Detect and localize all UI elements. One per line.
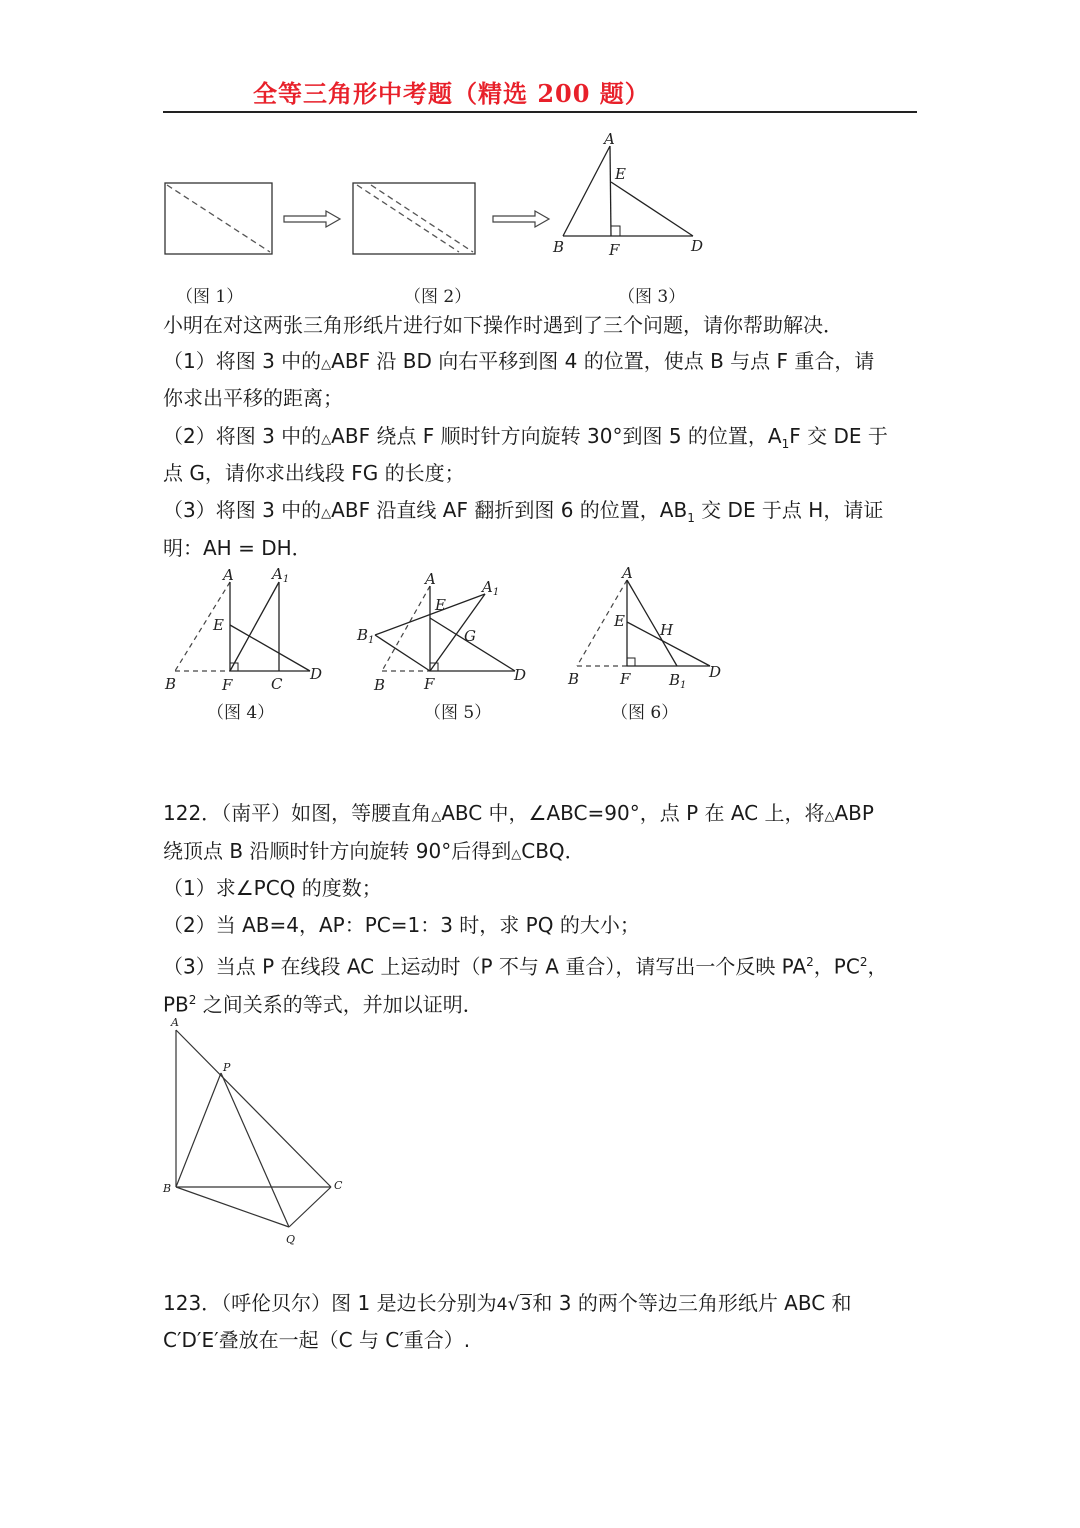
label-f: F: [609, 241, 620, 259]
q121-intro: 小明在对这两张三角形纸片进行如下操作时遇到了三个问题，请你帮助解决．: [163, 313, 843, 337]
figure-5-caption: （图 5）: [424, 703, 492, 723]
svg-text:F: F: [620, 670, 631, 688]
svg-text:B1: $B_1$: [669, 671, 687, 691]
svg-text:B: B: [163, 1182, 172, 1195]
svg-text:C: C: [334, 1179, 343, 1192]
q121-part1-cont: 你求出平移的距离；: [163, 386, 343, 410]
header-rule: [163, 111, 917, 113]
svg-text:H: H: [660, 621, 674, 639]
q122-part3: （3）当点 P 在线段 AC 上运动时（P 不与 A 重合），请写出一个反映 $PA^2$，$PC^2$，: [163, 954, 888, 979]
svg-text:A1: $A_1$: [482, 578, 500, 598]
label-e: E: [615, 165, 626, 183]
figure-6: [565, 562, 740, 692]
svg-text:A: A: [171, 1016, 179, 1029]
page-title: 全等三角形中考题（精选 200 题）: [253, 79, 650, 108]
svg-text:A: A: [223, 566, 234, 584]
svg-text:E: E: [213, 616, 224, 634]
svg-text:D: D: [514, 666, 527, 684]
q122-part3-cont: $PB^2$ 之间关系的等式，并加以证明．: [163, 992, 483, 1017]
svg-text:F: F: [424, 675, 435, 693]
label-b: B: [553, 238, 565, 256]
q121-part1: （1）将图 3 中的△ABF 沿 BD 向右平移到图 4 的位置，使点 B 与点 F 重合，请: [163, 349, 875, 373]
figure-1-caption: （图 1）: [176, 287, 244, 307]
svg-text:E: E: [435, 596, 446, 614]
figure-1: [163, 180, 275, 258]
svg-text:A1: $A_1$: [272, 565, 290, 585]
svg-text:C: C: [271, 675, 283, 693]
figure-5: [355, 570, 540, 695]
q123-line1: 123．（呼伦贝尔）图 1 是边长分别为4√3和 3 的两个等边三角形纸片 ABC 和: [163, 1288, 923, 1320]
q121-part3-cont: 明：AH = DH．: [163, 536, 312, 560]
svg-text:Q: Q: [286, 1233, 296, 1246]
figure-2: [351, 180, 479, 258]
svg-text:A: A: [425, 570, 436, 588]
q121-part2-cont: 点 G，请你求出线段 FG 的长度；: [163, 461, 465, 485]
svg-text:F: F: [222, 676, 233, 694]
sqrt-expression: 4√3: [496, 1293, 532, 1315]
figure-4: [160, 562, 335, 692]
svg-text:B: B: [568, 670, 580, 688]
svg-text:E: E: [614, 612, 625, 630]
figure-4-caption: （图 4）: [207, 703, 275, 723]
q121-part3: （3）将图 3 中的△ABF 沿直线 AF 翻折到图 6 的位置，$AB_1$ 交 DE 于点 H，请证: [163, 498, 884, 525]
svg-text:B: B: [374, 676, 386, 694]
figure-3-caption: （图 3）: [618, 287, 686, 307]
figure-2-caption: （图 2）: [404, 287, 472, 307]
q122-part1: （1）求∠PCQ 的度数；: [163, 876, 382, 900]
q122-line2: 绕顶点 B 沿顺时针方向旋转 90°后得到△CBQ．: [163, 839, 585, 863]
arrow-right-icon: [491, 208, 553, 230]
q121-part2: （2）将图 3 中的△ABF 绕点 F 顺时针方向旋转 30°到图 5 的位置，$A_1F$ 交 DE 于: [163, 424, 888, 451]
svg-text:D: D: [709, 663, 722, 681]
label-d: D: [691, 237, 704, 255]
svg-text:G: G: [464, 627, 476, 645]
arrow-right-icon: [282, 208, 344, 230]
q122-line1: 122．（南平）如图，等腰直角△ABC 中，∠ABC=90°，点 P 在 AC 上，将△ABP: [163, 801, 874, 825]
svg-text:B: B: [165, 675, 177, 693]
figure-q122: [160, 1015, 360, 1250]
svg-text:P: P: [223, 1061, 231, 1074]
figure-6-caption: （图 6）: [611, 703, 679, 723]
svg-text:A: A: [622, 564, 633, 582]
q122-part2: （2）当 AB=4，AP：PC=1：3 时，求 PQ 的大小；: [163, 913, 640, 937]
svg-text:D: D: [310, 665, 323, 683]
svg-text:B1: $B_1$: [357, 626, 375, 646]
figure-3: [550, 128, 710, 258]
label-a: A: [604, 130, 615, 148]
q123-line2: C′D′E′叠放在一起（C 与 C′重合）.: [163, 1328, 471, 1352]
